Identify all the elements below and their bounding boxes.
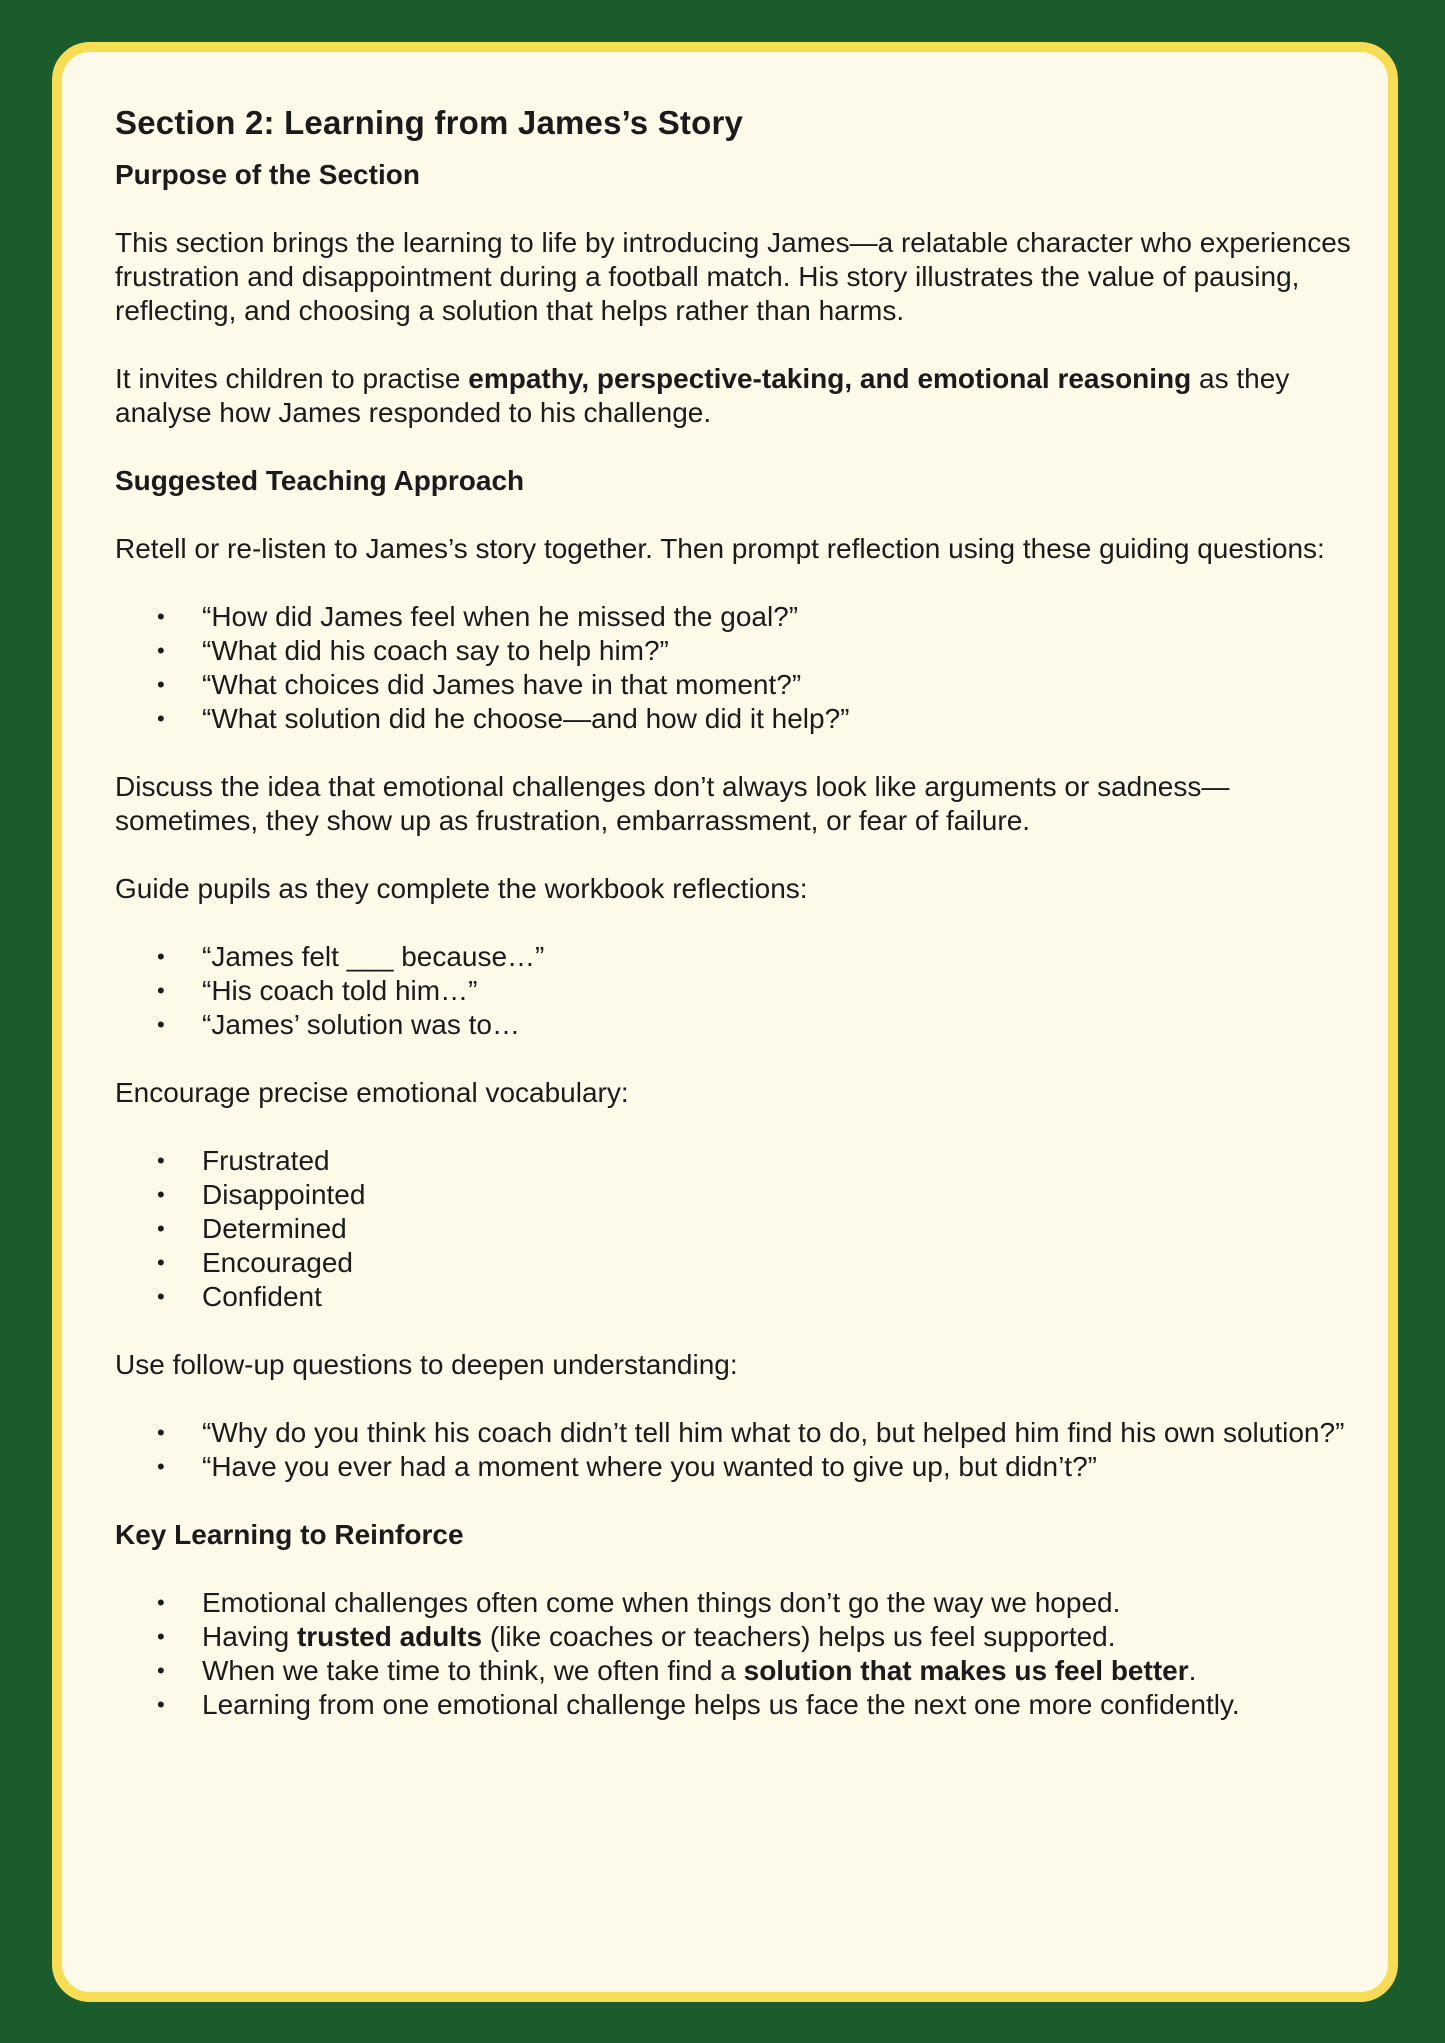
guiding-questions-list	[115, 600, 1360, 736]
list-item: • Frustrated	[157, 1145, 330, 1176]
bullet-icon: •	[157, 638, 165, 663]
list-item: • “James felt ___ because…”	[157, 941, 545, 972]
approach-heading: Suggested Teaching Approach	[115, 465, 525, 496]
page-card	[52, 42, 1398, 2002]
bullet-icon: •	[157, 1420, 165, 1445]
bullet-icon: •	[157, 1216, 165, 1241]
reflections-list	[115, 940, 1360, 1042]
bullet-icon: •	[157, 1590, 165, 1615]
followup-intro: Use follow-up questions to deepen understanding:	[115, 1349, 738, 1380]
purpose-paragraph-2	[115, 362, 1360, 430]
list-item: • Emotional challenges often come when things don’t go the way we hoped.	[157, 1587, 1121, 1618]
list-item: • “What solution did he choose—and how did it help?”	[157, 703, 850, 734]
vocab-list	[115, 1144, 1360, 1314]
bullet-icon: •	[157, 1692, 165, 1717]
purpose-p2-bold: empathy, perspective-taking, and emotional reasoning	[468, 363, 1192, 394]
bullet-icon: •	[157, 1658, 165, 1683]
list-item: • “His coach told him…”	[157, 975, 478, 1006]
bullet-icon: •	[157, 1284, 165, 1309]
content	[115, 102, 1360, 1722]
list-item: • “How did James feel when he missed the goal?”	[157, 601, 799, 632]
key-learning-heading: Key Learning to Reinforce	[115, 1519, 464, 1550]
bullet-icon: •	[157, 1182, 165, 1207]
bullet-icon: •	[157, 1624, 165, 1649]
purpose-p2-text-end: as they analyse how James responded to his challenge.	[115, 363, 1290, 428]
bullet-icon: •	[157, 944, 165, 969]
section-title: Section 2: Learning from James’s Story	[115, 104, 744, 141]
purpose-p2-text: It invites children to practise	[115, 363, 469, 394]
list-item: • Having trusted adults (like coaches or teachers) helps us feel supported.	[157, 1621, 1116, 1652]
discuss-paragraph: Discuss the idea that emotional challenges don’t always look like arguments or sadness—sometimes, they show up as frustration, embarrassment, or fear of failure.	[115, 771, 1230, 836]
approach-intro: Retell or re-listen to James’s story together. Then prompt reflection using these guiding questions:	[115, 533, 1325, 564]
list-item: • Disappointed	[157, 1179, 366, 1210]
list-item: • Encouraged	[157, 1247, 354, 1278]
bullet-icon: •	[157, 672, 165, 697]
list-item: • When we take time to think, we often find a solution that makes us feel better.	[157, 1655, 1197, 1686]
list-item: • “Have you ever had a moment where you wanted to give up, but didn’t?”	[157, 1451, 1097, 1482]
bullet-icon: •	[157, 1454, 165, 1479]
list-item: • Confident	[157, 1281, 322, 1312]
list-item: • Learning from one emotional challenge helps us face the next one more confidently.	[157, 1689, 1240, 1720]
bullet-icon: •	[157, 706, 165, 731]
followup-list	[115, 1416, 1360, 1484]
purpose-paragraph-1: This section brings the learning to life by introducing James—a relatable character who experiences frustration and disappointment during a football match. His story illustrates the value of pausing, reflecting, and choosing a solution that helps rather than harms.	[115, 227, 1351, 326]
bullet-icon: •	[157, 978, 165, 1003]
bullet-icon: •	[157, 1148, 165, 1173]
bullet-icon: •	[157, 604, 165, 629]
list-item: • Determined	[157, 1213, 347, 1244]
list-item: • “James’ solution was to…	[157, 1009, 520, 1040]
bullet-icon: •	[157, 1012, 165, 1037]
list-item: • “Why do you think his coach didn’t tell him what to do, but helped him find his own solution?”	[157, 1417, 1345, 1448]
vocab-intro: Encourage precise emotional vocabulary:	[115, 1077, 629, 1108]
purpose-heading: Purpose of the Section	[115, 159, 420, 190]
list-item: • “What choices did James have in that moment?”	[157, 669, 802, 700]
bullet-icon: •	[157, 1250, 165, 1275]
guide-paragraph: Guide pupils as they complete the workbook reflections:	[115, 873, 808, 904]
list-item: • “What did his coach say to help him?”	[157, 635, 669, 666]
key-learning-list	[115, 1586, 1360, 1722]
